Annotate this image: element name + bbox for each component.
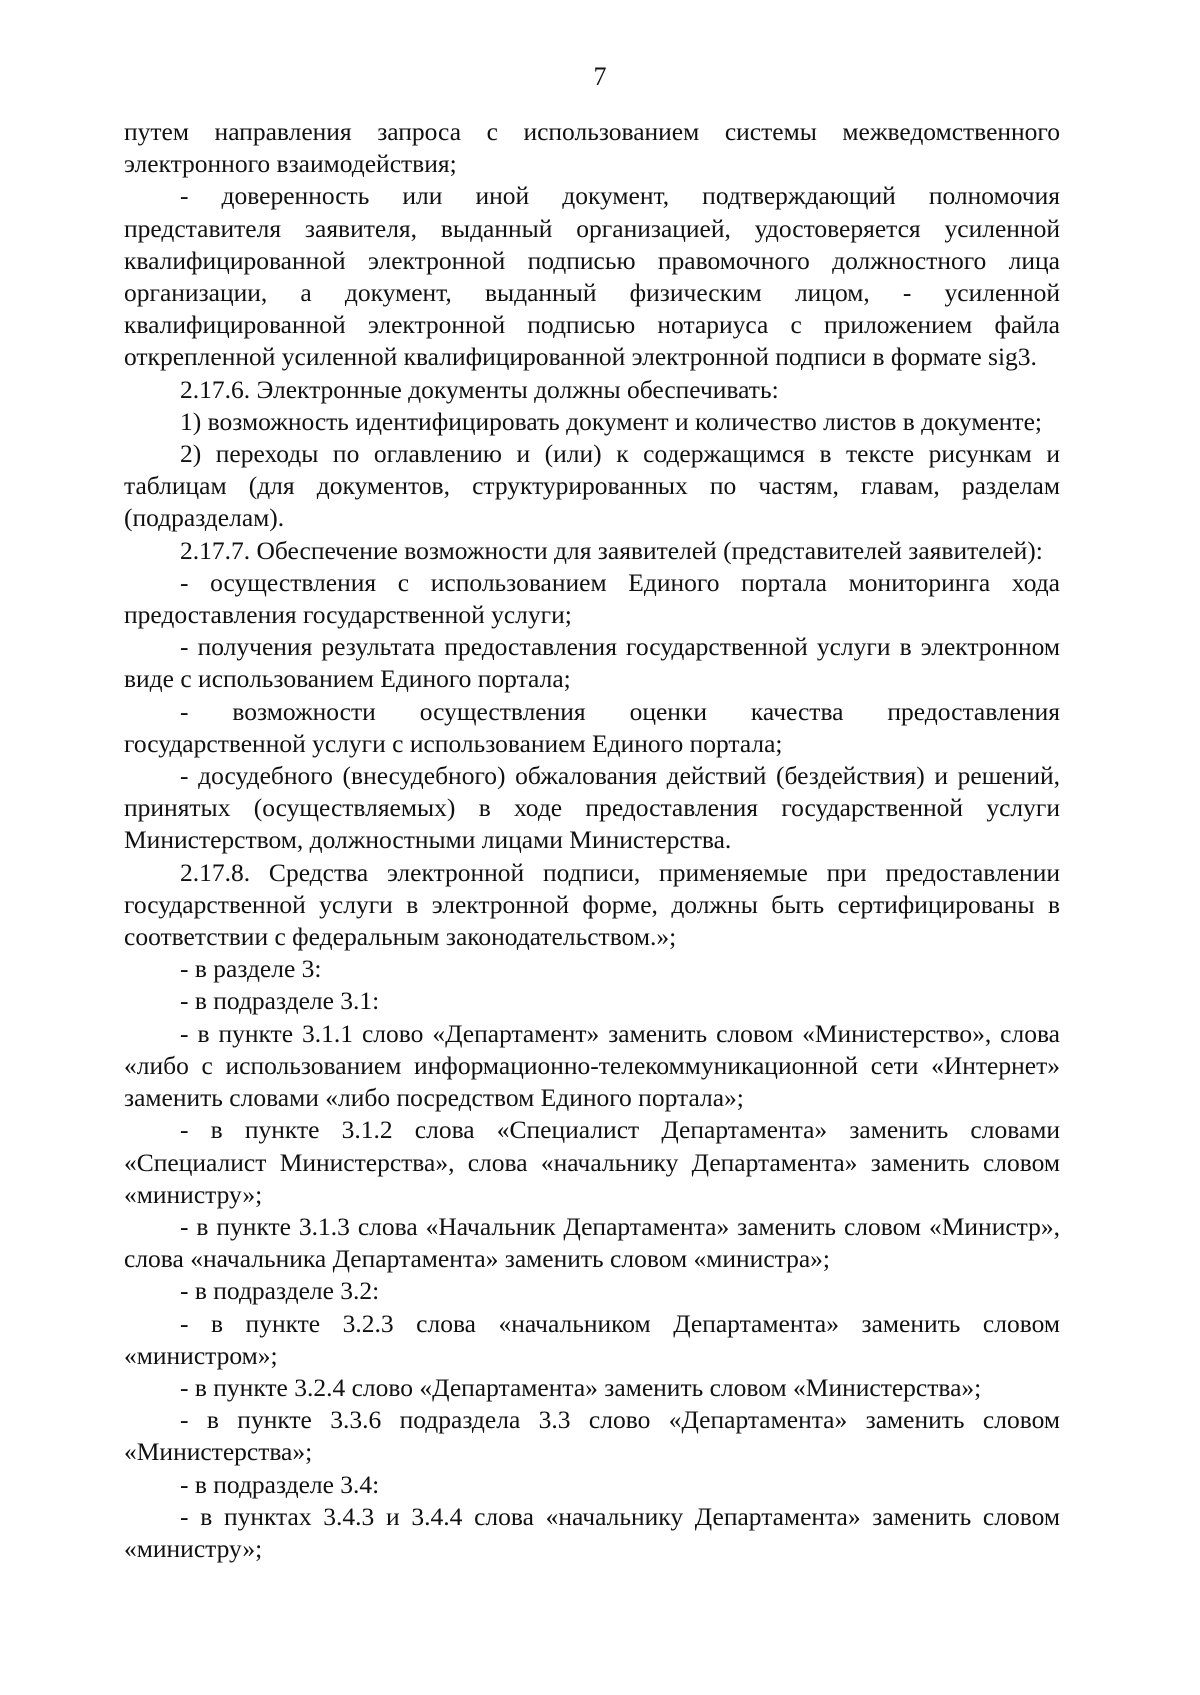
- paragraph: 2.17.6. Электронные документы должны обеспечивать:: [180, 374, 779, 404]
- paragraph: - в пункте 3.1.1 слово «Департамент» заменить словом «Министерство», слова «либо с использованием информационно-телекоммуникационной сети «Интернет» заменить словами «либо посредством Единого портала»;: [124, 1018, 1060, 1113]
- paragraph: 2) переходы по оглавлению и (или) к содержащимся в тексте рисункам и таблицам (для документов, структурированных по частям, главам, разделам (подразделам).: [124, 439, 1060, 533]
- paragraph: - досудебного (внесудебного) обжалования действий (бездействия) и решений, принятых (осуществляемых) в ходе предоставления государственной услуги Министерством, должностными лицами Министерства.: [124, 761, 1060, 855]
- paragraph: - в подразделе 3.4:: [180, 1469, 380, 1499]
- paragraph: - в подразделе 3.1:: [180, 986, 380, 1016]
- paragraph: 2.17.7. Обеспечение возможности для заявителей (представителей заявителей):: [180, 535, 1043, 565]
- paragraph: - получения результата предоставления государственной услуги в электронном виде с использованием Единого портала;: [124, 632, 1060, 694]
- paragraph: - доверенность или иной документ, подтверждающий полномочия представителя заявителя, выданный организацией, удостоверяется усиленной квалифицированной электронной подписью правомочного должностного лица организации, а документ, выданный физическим лицом, - усиленной квалифицированной электронной подписью нотариуса с приложением файла открепленной усиленной квалифицированной электронной подписи в формате sig3.: [124, 181, 1060, 372]
- paragraph: - осуществления с использованием Единого портала мониторинга хода предоставления государственной услуги;: [124, 567, 1060, 630]
- paragraph: 2.17.8. Средства электронной подписи, применяемые при предоставлении государственной услуги в электронной форме, должны быть сертифицированы в соответствии с федеральным законодательством.»;: [124, 857, 1060, 952]
- paragraph: - в пунктах 3.4.3 и 3.4.4 слова «начальнику Департамента» заменить словом «министру»;: [124, 1501, 1060, 1563]
- paragraph: - в разделе 3:: [180, 954, 322, 984]
- paragraph: - в пункте 3.3.6 подраздела 3.3 слово «Департамента» заменить словом «Министерства»;: [124, 1405, 1060, 1467]
- paragraph: - в подразделе 3.2:: [180, 1276, 380, 1306]
- paragraph: - возможности осуществления оценки качества предоставления государственной услуги с использованием Единого портала;: [124, 696, 1060, 758]
- paragraph: 1) возможность идентифицировать документ и количество листов в документе;: [180, 406, 1042, 436]
- paragraph: путем направления запроса с использованием системы межведомственного электронного взаимодействия;: [124, 117, 1060, 179]
- paragraph: - в пункте 3.2.4 слово «Департамента» заменить словом «Министерства»;: [180, 1372, 982, 1402]
- paragraph: - в пункте 3.1.2 слова «Специалист Департамента» заменить словами «Специалист Министерства», слова «начальнику Департамента» заменить словом «министру»;: [124, 1115, 1060, 1209]
- document-body: [124, 116, 1060, 1565]
- paragraph: - в пункте 3.1.3 слова «Начальник Департамента» заменить словом «Министр», слова «начальника Департамента» заменить словом «министра»;: [124, 1211, 1060, 1274]
- page-number: 7: [593, 62, 607, 91]
- paragraph: - в пункте 3.2.3 слова «начальником Департамента» заменить словом «министром»;: [124, 1308, 1060, 1370]
